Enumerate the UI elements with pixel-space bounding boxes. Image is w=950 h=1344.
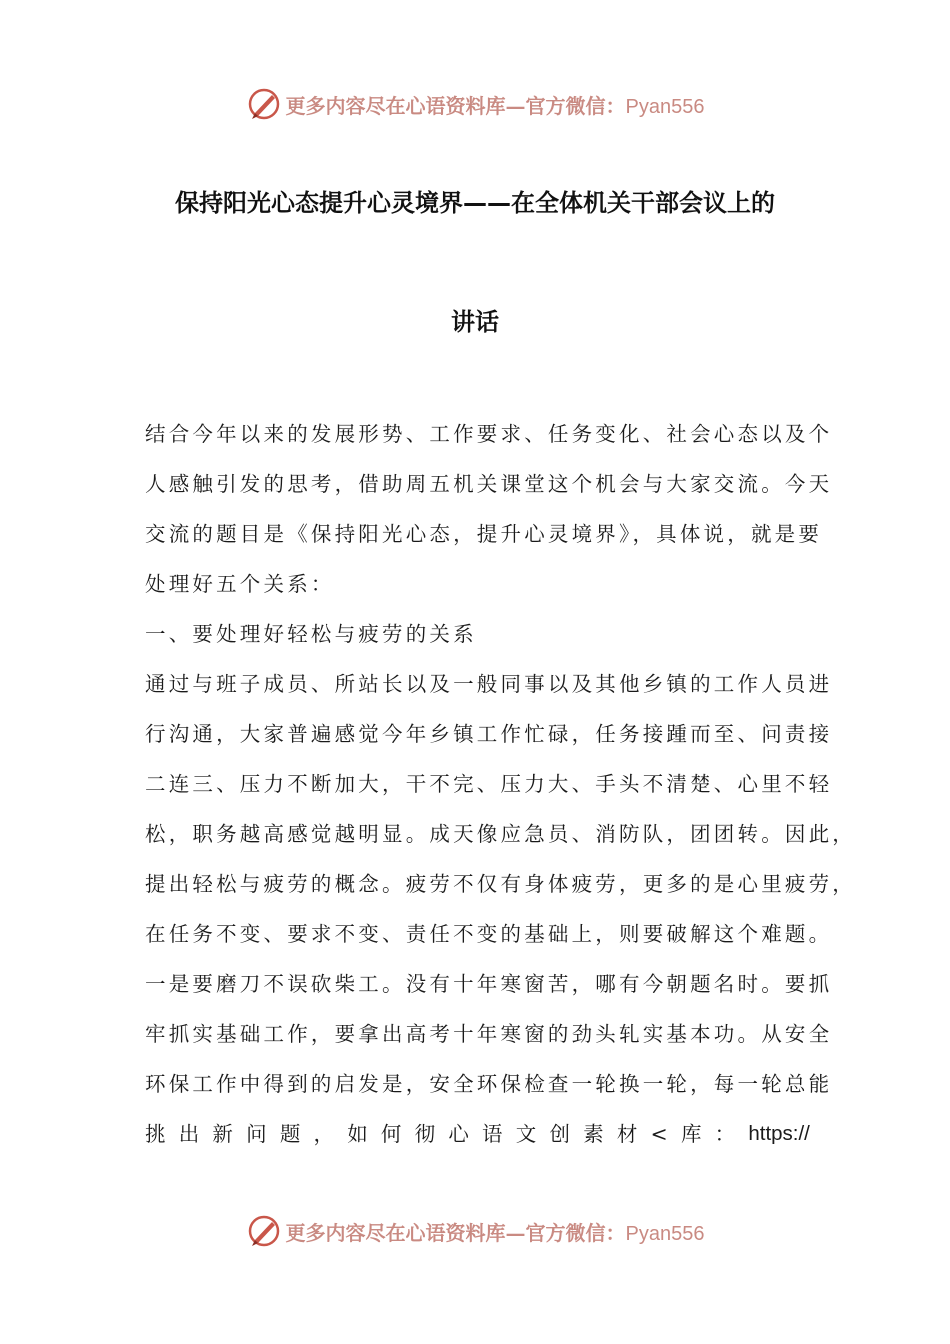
char: 语 (482, 1122, 503, 1146)
body-line-last (145, 1114, 810, 1164)
char: < (650, 1122, 668, 1146)
char: 挑 (145, 1122, 166, 1146)
pen-logo-icon (246, 1213, 282, 1249)
watermark-banner-bottom (0, 1211, 950, 1251)
body-line: 二连三、压力不断加大，干不完、压力大、手头不清楚、心里不轻 (145, 772, 833, 796)
char: 彻 (414, 1122, 436, 1146)
body-line: 提出轻松与疲劳的概念。疲劳不仅有身体疲劳，更多的是心里疲劳， (145, 872, 856, 896)
body-line: 行沟通，大家普遍感觉今年乡镇工作忙碌，任务接踵而至、问责接 (145, 722, 833, 746)
char: 出 (178, 1122, 200, 1146)
body-line: 在任务不变、要求不变、责任不变的基础上，则要破解这个难题。 (145, 922, 833, 946)
char: 如 (347, 1122, 368, 1146)
watermark-banner-top (0, 84, 950, 124)
char: 何 (380, 1122, 402, 1146)
body-line: 处理好五个关系： (145, 572, 335, 596)
body-line: 人感触引发的思考，借助周五机关课堂这个机会与大家交流。今天 (145, 472, 833, 496)
char: 素 (583, 1122, 604, 1146)
body-line: 松，职务越高感觉越明显。成天像应急员、消防队，团团转。因此， (145, 822, 856, 846)
char: 库 (680, 1122, 702, 1146)
char: 新 (212, 1122, 233, 1146)
body-line: 结合今年以来的发展形势、工作要求、任务变化、社会心态以及个 (145, 422, 833, 446)
body-line: 一是要磨刀不误砍柴工。没有十年寒窗苦，哪有今朝题名时。要抓 (145, 972, 833, 996)
document-title-line-2: 讲话 (451, 308, 499, 336)
body-line: 环保工作中得到的启发是，安全环保检查一轮换一轮，每一轮总能 (145, 1072, 833, 1096)
char: 材 (616, 1122, 638, 1146)
body-line: 牢抓实基础工作，要拿出高考十年寒窗的劲头轧实基本功。从安全 (145, 1022, 833, 1046)
char: 创 (549, 1122, 570, 1146)
char: 题 (279, 1122, 301, 1146)
body-line: 通过与班子成员、所站长以及一般同事以及其他乡镇的工作人员进 (145, 672, 833, 696)
watermark-text: 更多内容尽在心语资料库—官方微信：Pyan556 (285, 1220, 705, 1245)
char: ， (313, 1122, 335, 1146)
section-heading: 一、要处理好轻松与疲劳的关系 (145, 622, 477, 646)
watermark-text: 更多内容尽在心语资料库—官方微信：Pyan556 (285, 93, 705, 118)
body-line: 交流的题目是《保持阳光心态，提升心灵境界》，具体说，就是要 (145, 522, 823, 546)
document-title-line-1: 保持阳光心态提升心灵境界——在全体机关干部会议上的 (175, 189, 775, 217)
url-fragment: https:// (748, 1122, 810, 1145)
char: ： (714, 1122, 736, 1146)
char: 问 (246, 1122, 267, 1146)
pen-logo-icon (246, 86, 282, 122)
char: 文 (515, 1122, 537, 1146)
document-body (145, 414, 856, 1164)
char: 心 (448, 1122, 469, 1146)
